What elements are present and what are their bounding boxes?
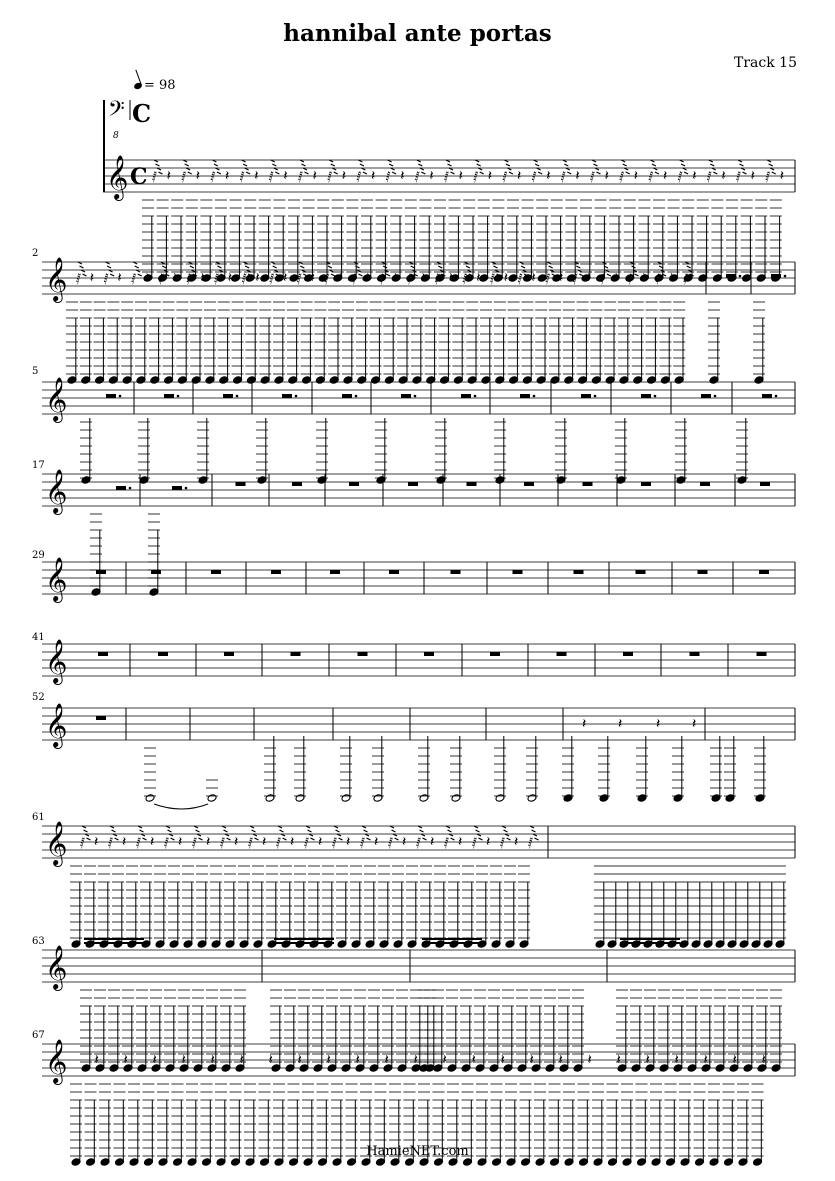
quarter-rest-icon: 𝄽	[692, 168, 697, 184]
whole-rest-icon	[389, 570, 399, 574]
quarter-rest-icon: 𝄽	[283, 270, 288, 286]
quarter-rest-icon: 𝄽	[374, 834, 379, 850]
quarter-rest-icon: 𝄽	[721, 168, 726, 184]
measure-number-63: 63	[32, 936, 45, 947]
quarter-rest-icon: 𝄽	[393, 270, 398, 286]
quarter-rest-icon: 𝄽	[645, 1052, 650, 1068]
whole-rest-icon	[408, 482, 418, 486]
quarter-rest-icon: 𝄽	[448, 270, 453, 286]
quarter-rest-icon: 𝄽	[365, 270, 371, 286]
rest-32nd-icon: 𝅁	[332, 835, 337, 849]
score-title: hannibal ante portas	[283, 20, 552, 47]
quarter-rest-icon: 𝄽	[338, 270, 343, 286]
rest-32nd-icon: 𝅁	[683, 271, 689, 285]
whole-rest-icon	[358, 652, 368, 656]
quarter-rest-icon: 𝄽	[227, 270, 233, 286]
whole-rest-icon	[760, 482, 770, 486]
quarter-rest-icon: 𝄽	[779, 168, 785, 184]
rest-32nd-icon: 𝅁	[416, 835, 421, 849]
quarter-rest-icon: 𝄽	[471, 1052, 476, 1068]
footer-site: HamieNET.com	[366, 1144, 469, 1159]
quarter-rest-icon: 𝄽	[326, 1052, 331, 1068]
measure-number-67: 67	[32, 1030, 45, 1041]
whole-rest-icon	[690, 652, 700, 656]
rest-32nd-icon: 𝅁	[502, 169, 508, 183]
rest-32nd-icon: 𝅁	[628, 271, 633, 285]
half-rest-icon	[726, 274, 736, 278]
rest-32nd-icon: 𝅁	[268, 169, 274, 183]
quarter-rest-icon: 𝄽	[210, 1052, 215, 1068]
treble-clef-icon: 𝄞	[45, 945, 68, 989]
quarter-rest-icon: 𝄽	[402, 834, 407, 850]
rest-32nd-icon: 𝅁	[462, 271, 468, 285]
quarter-rest-icon: 𝄽	[413, 1052, 418, 1068]
quarter-rest-icon: 𝄽	[614, 270, 619, 286]
treble-clef-icon: 𝄞	[45, 821, 68, 865]
quarter-rest-icon: 𝄽	[732, 1052, 737, 1068]
whole-rest-icon	[211, 570, 221, 574]
half-rest-icon	[771, 274, 781, 278]
measure-number-52: 52	[32, 692, 45, 703]
quarter-rest-icon: 𝄽	[181, 1052, 186, 1068]
staff-system-7	[42, 708, 795, 740]
quarter-rest-icon: 𝄽	[442, 1052, 447, 1068]
quarter-rest-icon: 𝄽	[254, 168, 259, 184]
quarter-rest-icon: 𝄽	[500, 1052, 505, 1068]
whole-rest-icon	[158, 652, 168, 656]
rest-32nd-icon: 𝅁	[108, 835, 113, 849]
rest-32nd-icon: 𝅁	[560, 169, 566, 183]
rest-32nd-icon: 𝅁	[706, 169, 712, 183]
rest-32nd-icon: 𝅁	[736, 169, 741, 183]
rest-32nd-icon: 𝅁	[298, 169, 303, 183]
quarter-rest-icon: 𝄽	[618, 716, 623, 732]
rest-32nd-icon: 𝅁	[600, 271, 606, 285]
rest-32nd-icon: 𝅁	[164, 835, 169, 849]
whole-rest-icon	[623, 652, 633, 656]
whole-rest-icon	[641, 482, 651, 486]
measure-number-2: 2	[32, 248, 39, 259]
staff-system-6	[42, 644, 795, 676]
whole-rest-icon	[524, 482, 534, 486]
quarter-rest-icon: 𝄽	[674, 1052, 679, 1068]
treble-clef-icon: 𝄞	[45, 1039, 68, 1083]
quarter-rest-icon: 𝄽	[94, 834, 99, 850]
bass-staff	[108, 97, 151, 141]
rest-32nd-icon: 𝅁	[181, 169, 187, 183]
rest-32nd-icon: 𝅁	[304, 835, 309, 849]
quarter-rest-icon: 𝄽	[150, 834, 155, 850]
quarter-rest-icon: 𝄽	[145, 270, 150, 286]
half-rest-icon	[461, 394, 471, 398]
quarter-rest-icon: 𝄽	[641, 270, 647, 286]
quarter-rest-icon: 𝄽	[531, 270, 536, 286]
half-rest-icon	[223, 394, 233, 398]
quarter-rest-icon: 𝄽	[341, 168, 347, 184]
rest-32nd-icon: 𝅁	[360, 835, 365, 849]
rest-32nd-icon: 𝅁	[356, 169, 362, 183]
rest-32nd-icon: 𝅁	[131, 271, 137, 285]
quarter-rest-icon: 𝄽	[692, 716, 697, 732]
rest-32nd-icon: 𝅁	[385, 169, 391, 183]
bass-clef-icon: 𝄢	[108, 97, 125, 127]
rest-32nd-icon: 𝅁	[352, 271, 357, 285]
quarter-rest-icon: 𝄽	[604, 168, 609, 184]
quarter-rest-icon: 𝄽	[89, 270, 95, 286]
rest-32nd-icon: 𝅁	[103, 271, 109, 285]
quarter-rest-icon: 𝄽	[346, 834, 351, 850]
rest-32nd-icon: 𝅁	[590, 169, 595, 183]
quarter-rest-icon: 𝄽	[122, 834, 127, 850]
rest-32nd-icon: 𝅁	[248, 835, 253, 849]
half-rest-icon	[701, 394, 711, 398]
quarter-rest-icon: 𝄽	[529, 1052, 534, 1068]
quarter-rest-icon: 𝄽	[290, 834, 295, 850]
rest-32nd-icon: 𝅁	[80, 835, 85, 849]
rest-32nd-icon: 𝅁	[531, 169, 537, 183]
half-rest-icon	[164, 394, 174, 398]
treble-clef-icon: 𝄞	[45, 703, 68, 747]
measure-number-17: 17	[32, 460, 45, 471]
quarter-rest-icon: 𝄽	[172, 270, 177, 286]
measure-number-5: 5	[32, 366, 39, 377]
rest-32nd-icon: 𝅁	[414, 169, 420, 183]
rest-32nd-icon: 𝅁	[619, 169, 625, 183]
whole-rest-icon	[557, 652, 567, 656]
quarter-rest-icon: 𝄽	[178, 834, 183, 850]
quarter-rest-icon: 𝄽	[195, 168, 201, 184]
track-label: Track 15	[734, 55, 797, 71]
half-rest-icon	[401, 394, 411, 398]
quarter-rest-icon: 𝄽	[421, 270, 426, 286]
rest-32nd-icon: 𝅁	[214, 271, 219, 285]
treble-clef-icon: 𝄞	[45, 257, 68, 301]
half-rest-icon	[762, 394, 772, 398]
tie	[154, 804, 208, 809]
quarter-rest-icon: 𝄽	[559, 270, 564, 286]
staff-system-2	[42, 262, 795, 294]
quarter-rest-icon: 𝄽	[517, 168, 522, 184]
half-rest-icon	[282, 394, 292, 398]
quarter-rest-icon: 𝄽	[166, 168, 171, 184]
rest-32nd-icon: 𝅁	[324, 271, 330, 285]
rest-32nd-icon: 𝅁	[152, 169, 157, 183]
whole-rest-icon	[292, 482, 302, 486]
quarter-rest-icon: 𝄽	[239, 1052, 244, 1068]
quarter-rest-icon: 𝄽	[312, 168, 317, 184]
half-rest-icon	[520, 394, 530, 398]
quarter-rest-icon: 𝄽	[514, 834, 519, 850]
staff-system-9	[42, 950, 795, 982]
quarter-rest-icon: 𝄽	[200, 270, 205, 286]
whole-rest-icon	[636, 570, 646, 574]
whole-rest-icon	[236, 482, 246, 486]
rest-32nd-icon: 𝅁	[473, 169, 479, 183]
whole-rest-icon	[451, 570, 461, 574]
quarter-rest-icon: 𝄽	[476, 270, 481, 286]
rest-32nd-icon: 𝅁	[545, 271, 551, 285]
whole-rest-icon	[757, 652, 767, 656]
quarter-rest-icon: 𝄽	[268, 1052, 273, 1068]
whole-rest-icon	[271, 570, 281, 574]
rest-32nd-icon: 𝅁	[186, 271, 192, 285]
quarter-rest-icon: 𝄽	[318, 834, 323, 850]
quarter-rest-icon: 𝄽	[400, 168, 405, 184]
quarter-rest-icon: 𝄽	[750, 168, 755, 184]
whole-rest-icon	[96, 570, 106, 574]
treble-clef-icon: 𝄞	[45, 469, 68, 513]
quarter-rest-icon: 𝄽	[297, 1052, 302, 1068]
whole-rest-icon	[151, 570, 161, 574]
rest-32nd-icon: 𝅁	[444, 169, 449, 183]
quarter-rest-icon: 𝄽	[633, 168, 639, 184]
whole-rest-icon	[700, 482, 710, 486]
half-rest-icon	[342, 394, 352, 398]
half-rest-icon	[106, 394, 116, 398]
rest-32nd-icon: 𝅁	[472, 835, 477, 849]
measure-number-61: 61	[32, 812, 45, 823]
quarter-rest-icon: 𝄽	[384, 1052, 389, 1068]
quarter-rest-icon: 𝄽	[117, 270, 122, 286]
rest-32nd-icon: 𝅁	[136, 835, 141, 849]
whole-rest-icon	[698, 570, 708, 574]
rest-32nd-icon: 𝅁	[500, 835, 505, 849]
rest-32nd-icon: 𝅁	[490, 271, 495, 285]
quarter-rest-icon: 𝄽	[586, 270, 591, 286]
whole-rest-icon	[759, 570, 769, 574]
rest-32nd-icon: 𝅁	[528, 835, 533, 849]
rest-32nd-icon: 𝅁	[765, 169, 771, 183]
rest-32nd-icon: 𝅁	[220, 835, 225, 849]
whole-rest-icon	[96, 716, 106, 720]
quarter-rest-icon: 𝄽	[225, 168, 230, 184]
quarter-rest-icon: 𝄽	[458, 168, 463, 184]
half-rest-icon	[116, 486, 126, 490]
treble-clef-icon: 𝄞	[45, 557, 68, 601]
treble-clef-icon: 𝄞	[106, 155, 129, 199]
tempo-value: = 98	[144, 78, 176, 93]
quarter-rest-icon: 𝄽	[262, 834, 267, 850]
whole-rest-icon	[291, 652, 301, 656]
whole-rest-icon	[513, 570, 523, 574]
whole-rest-icon	[224, 652, 234, 656]
quarter-rest-icon: 𝄽	[587, 1052, 592, 1068]
rest-32nd-icon: 𝅁	[444, 835, 449, 849]
rest-32nd-icon: 𝅁	[388, 835, 393, 849]
quarter-rest-icon: 𝄽	[371, 168, 376, 184]
rest-32nd-icon: 𝅁	[648, 169, 654, 183]
rest-32nd-icon: 𝅁	[677, 169, 683, 183]
quarter-rest-icon: 𝄽	[761, 1052, 766, 1068]
quarter-rest-icon: 𝄽	[487, 168, 493, 184]
whole-rest-icon	[330, 570, 340, 574]
quarter-rest-icon: 𝄽	[206, 834, 211, 850]
common-time-treble: C	[130, 164, 148, 190]
rest-32nd-icon: 𝅁	[572, 271, 578, 285]
rest-32nd-icon: 𝅁	[239, 169, 245, 183]
whole-rest-icon	[424, 652, 434, 656]
quarter-rest-icon: 𝄽	[582, 716, 587, 732]
quarter-rest-icon: 𝄽	[429, 168, 434, 184]
rest-32nd-icon: 𝅁	[517, 271, 523, 285]
half-rest-icon	[172, 486, 182, 490]
whole-rest-icon	[490, 652, 500, 656]
note-head	[145, 794, 155, 803]
half-rest-icon	[581, 394, 591, 398]
whole-rest-icon	[583, 482, 593, 486]
quarter-rest-icon: 𝄽	[558, 1052, 563, 1068]
rest-32nd-icon: 𝅁	[158, 271, 164, 285]
rest-32nd-icon: 𝅁	[210, 169, 216, 183]
rest-32nd-icon: 𝅁	[76, 271, 81, 285]
rest-32nd-icon: 𝅁	[407, 271, 413, 285]
rest-32nd-icon: 𝅁	[192, 835, 197, 849]
quarter-rest-icon: 𝄽	[430, 834, 435, 850]
rest-32nd-icon: 𝅁	[434, 271, 440, 285]
whole-rest-icon	[349, 482, 359, 486]
rest-32nd-icon: 𝅁	[327, 169, 333, 183]
quarter-rest-icon: 𝄽	[234, 834, 239, 850]
quarter-rest-icon: 𝄽	[546, 168, 551, 184]
quarter-rest-icon: 𝄽	[94, 1052, 99, 1068]
note-head	[207, 794, 217, 803]
quarter-rest-icon: 𝄽	[123, 1052, 128, 1068]
quarter-rest-icon: 𝄽	[283, 168, 288, 184]
quarter-rest-icon: 𝄽	[575, 168, 580, 184]
treble-clef-icon: 𝄞	[45, 639, 68, 683]
measure-number-29: 29	[32, 550, 45, 561]
whole-rest-icon	[574, 570, 584, 574]
rest-32nd-icon: 𝅁	[379, 271, 385, 285]
half-rest-icon	[641, 394, 651, 398]
quarter-rest-icon: 𝄽	[656, 716, 661, 732]
quarter-rest-icon: 𝄽	[669, 270, 674, 286]
quarter-rest-icon: 𝄽	[310, 270, 315, 286]
octave-mark: 8	[113, 131, 119, 141]
quarter-rest-icon: 𝄽	[486, 834, 491, 850]
rest-32nd-icon: 𝅁	[296, 271, 302, 285]
quarter-rest-icon: 𝄽	[616, 1052, 621, 1068]
quarter-rest-icon: 𝄽	[458, 834, 463, 850]
quarter-rest-icon: 𝄽	[703, 1052, 708, 1068]
quarter-rest-icon: 𝄽	[663, 168, 668, 184]
quarter-rest-icon: 𝄽	[255, 270, 260, 286]
whole-rest-icon	[98, 652, 108, 656]
quarter-rest-icon: 𝄽	[355, 1052, 360, 1068]
quarter-rest-icon: 𝄽	[152, 1052, 157, 1068]
treble-clef-icon: 𝄞	[45, 377, 68, 421]
rest-32nd-icon: 𝅁	[655, 271, 661, 285]
rest-32nd-icon: 𝅁	[269, 271, 275, 285]
rest-32nd-icon: 𝅁	[276, 835, 281, 849]
common-time-bass: C	[132, 99, 152, 128]
staff-system-3	[42, 382, 795, 414]
measure-number-41: 41	[32, 632, 45, 643]
quarter-rest-icon: 𝄽	[503, 270, 509, 286]
rest-32nd-icon: 𝅁	[241, 271, 247, 285]
whole-rest-icon	[467, 482, 477, 486]
